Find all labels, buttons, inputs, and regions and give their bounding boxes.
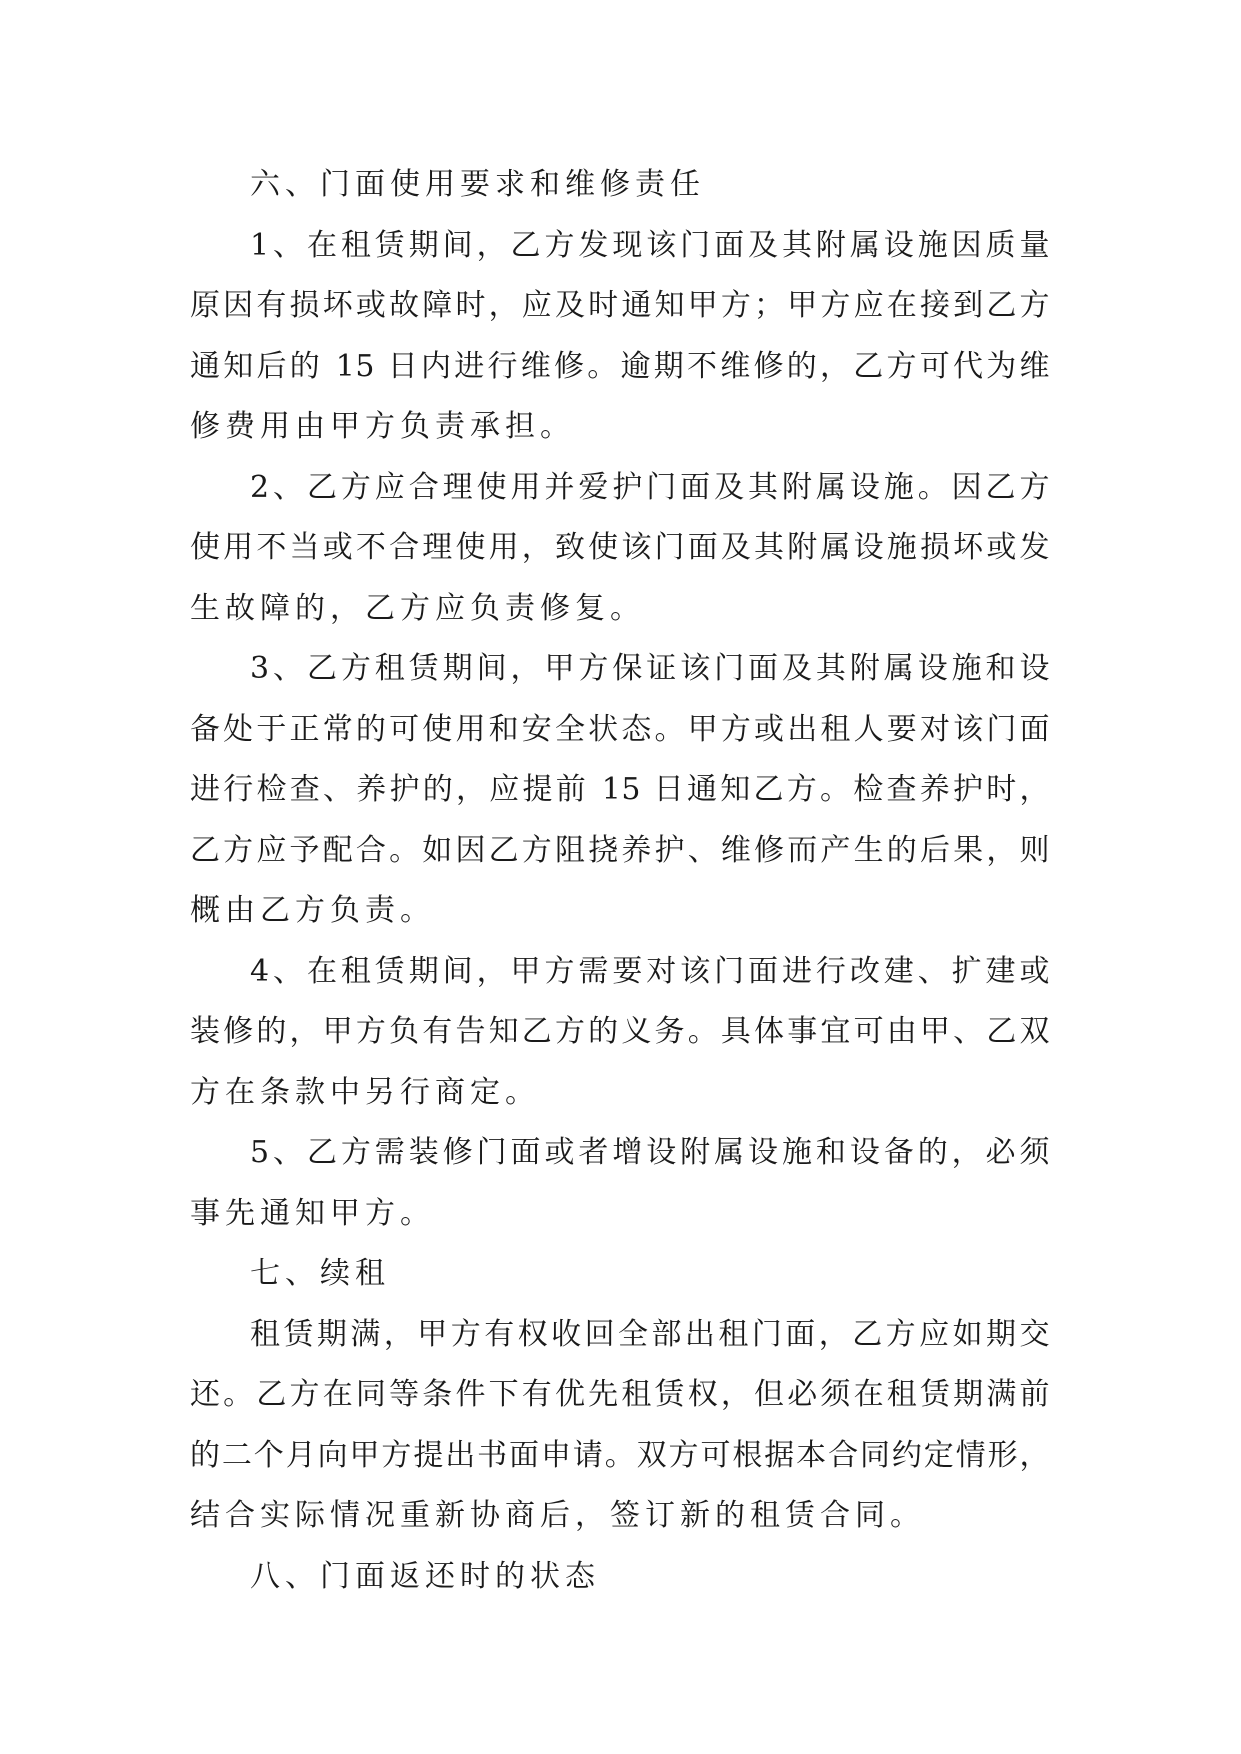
item-3-line: 乙方应予配合。如因乙方阻挠养护、维修而产生的后果，则 <box>190 832 1050 868</box>
section-7-heading: 七、续租 <box>250 1256 390 1291</box>
item-1-line: 原因有损坏或故障时，应及时通知甲方；甲方应在接到乙方 <box>190 288 1050 323</box>
document-body <box>190 155 1050 1607</box>
item-3-line: 3、乙方租赁期间，甲方保证该门面及其附属设施和设 <box>250 651 1050 686</box>
item-1-line: 通知后的 15 日内进行维修。逾期不维修的，乙方可代为维 <box>190 348 1050 384</box>
section-6-heading: 六、门面使用要求和维修责任 <box>250 167 705 202</box>
item-3-line: 备处于正常的可使用和安全状态。甲方或出租人要对该门面 <box>190 711 1050 747</box>
item-2-line: 生故障的，乙方应负责修复。 <box>190 590 645 626</box>
section-7-line: 还。乙方在同等条件下有优先租赁权，但必须在租赁期满前 <box>190 1377 1050 1412</box>
item-5-line: 事先通知甲方。 <box>190 1195 435 1231</box>
item-4-line: 4、在租赁期间，甲方需要对该门面进行改建、扩建或 <box>250 953 1050 989</box>
item-4-line: 方在条款中另行商定。 <box>190 1074 540 1110</box>
item-5-line: 5、乙方需装修门面或者增设附属设施和设备的，必须 <box>250 1135 1050 1170</box>
item-1-line: 1、在租赁期间，乙方发现该门面及其附属设施因质量 <box>250 227 1050 263</box>
item-2-line: 使用不当或不合理使用，致使该门面及其附属设施损坏或发 <box>190 530 1050 565</box>
section-7-line: 结合实际情况重新协商后，签订新的租赁合同。 <box>190 1498 925 1533</box>
item-2-line: 2、乙方应合理使用并爱护门面及其附属设施。因乙方 <box>250 469 1050 505</box>
item-1-line: 修费用由甲方负责承担。 <box>190 409 575 444</box>
section-7-line: 的二个月向甲方提出书面申请。双方可根据本合同约定情形， <box>190 1437 1050 1473</box>
item-3-line: 进行检查、养护的，应提前 15 日通知乙方。检查养护时， <box>190 772 1050 807</box>
section-8-heading: 八、门面返还时的状态 <box>250 1558 600 1594</box>
section-7-line: 租赁期满，甲方有权收回全部出租门面，乙方应如期交 <box>250 1316 1050 1352</box>
item-3-line: 概由乙方负责。 <box>190 893 435 928</box>
item-4-line: 装修的，甲方负有告知乙方的义务。具体事宜可由甲、乙双 <box>190 1014 1050 1049</box>
